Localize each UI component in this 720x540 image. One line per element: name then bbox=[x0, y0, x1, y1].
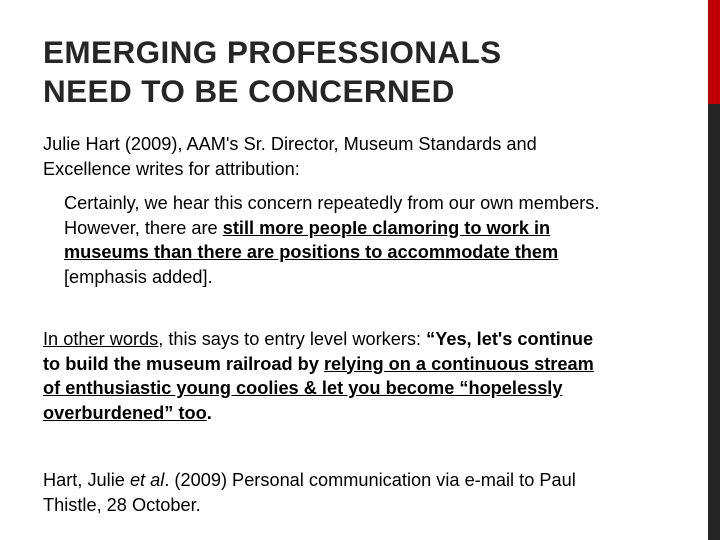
title-line-1: EMERGING PROFESSIONALS bbox=[43, 34, 502, 70]
comment-lead: In other words bbox=[43, 329, 159, 349]
comment-line-4-emph: overburdened” too bbox=[43, 402, 207, 423]
commentary-paragraph bbox=[43, 327, 668, 425]
comment-line-1 bbox=[43, 327, 668, 352]
citation bbox=[43, 468, 663, 517]
block-quote bbox=[64, 191, 684, 289]
citation-line-1 bbox=[43, 468, 663, 493]
citation-etal: et al bbox=[129, 470, 165, 490]
comment-line-3-emph: of enthusiastic young coolies & let you become “hopelessly bbox=[43, 378, 563, 398]
quote-line-4: [emphasis added]. bbox=[64, 266, 213, 287]
accent-bar-top bbox=[708, 0, 720, 104]
intro-line-1: Julie Hart (2009), AAM's Sr. Director, Museum Standards and bbox=[43, 134, 537, 154]
citation-rest: . (2009) Personal communication via e-mail to Paul bbox=[164, 470, 576, 490]
comment-line-2 bbox=[43, 352, 668, 377]
quote-line-1: Certainly, we hear this concern repeatedly from our own members. bbox=[64, 193, 600, 213]
comment-line-2-bold: to build the museum railroad by bbox=[43, 353, 324, 374]
quote-line-2 bbox=[64, 216, 684, 241]
intro-line-2: Excellence writes for attribution: bbox=[43, 158, 300, 179]
comment-line-1-rest: , this says to entry level workers: bbox=[158, 329, 427, 349]
comment-line-4-end: . bbox=[206, 402, 212, 423]
comment-line-1-bold: “Yes, let's continue bbox=[426, 329, 594, 349]
quote-emphasis-2: museums than there are positions to accommodate them bbox=[64, 242, 559, 262]
slide-title bbox=[43, 33, 663, 111]
quote-emphasis-1: still more peopIe clamoring to work in bbox=[222, 217, 551, 238]
accent-bar-bottom bbox=[708, 104, 720, 540]
intro-paragraph bbox=[43, 132, 643, 181]
comment-line-4 bbox=[43, 401, 668, 426]
citation-line-2: Thistle, 28 October. bbox=[43, 494, 201, 515]
comment-line-2-emph: relying on a continuous stream bbox=[323, 353, 594, 374]
quote-line-2-plain: However, there are bbox=[64, 217, 223, 238]
title-line-2: NEED TO BE CONCERNED bbox=[43, 73, 455, 109]
citation-author: Hart, Julie bbox=[43, 470, 130, 490]
